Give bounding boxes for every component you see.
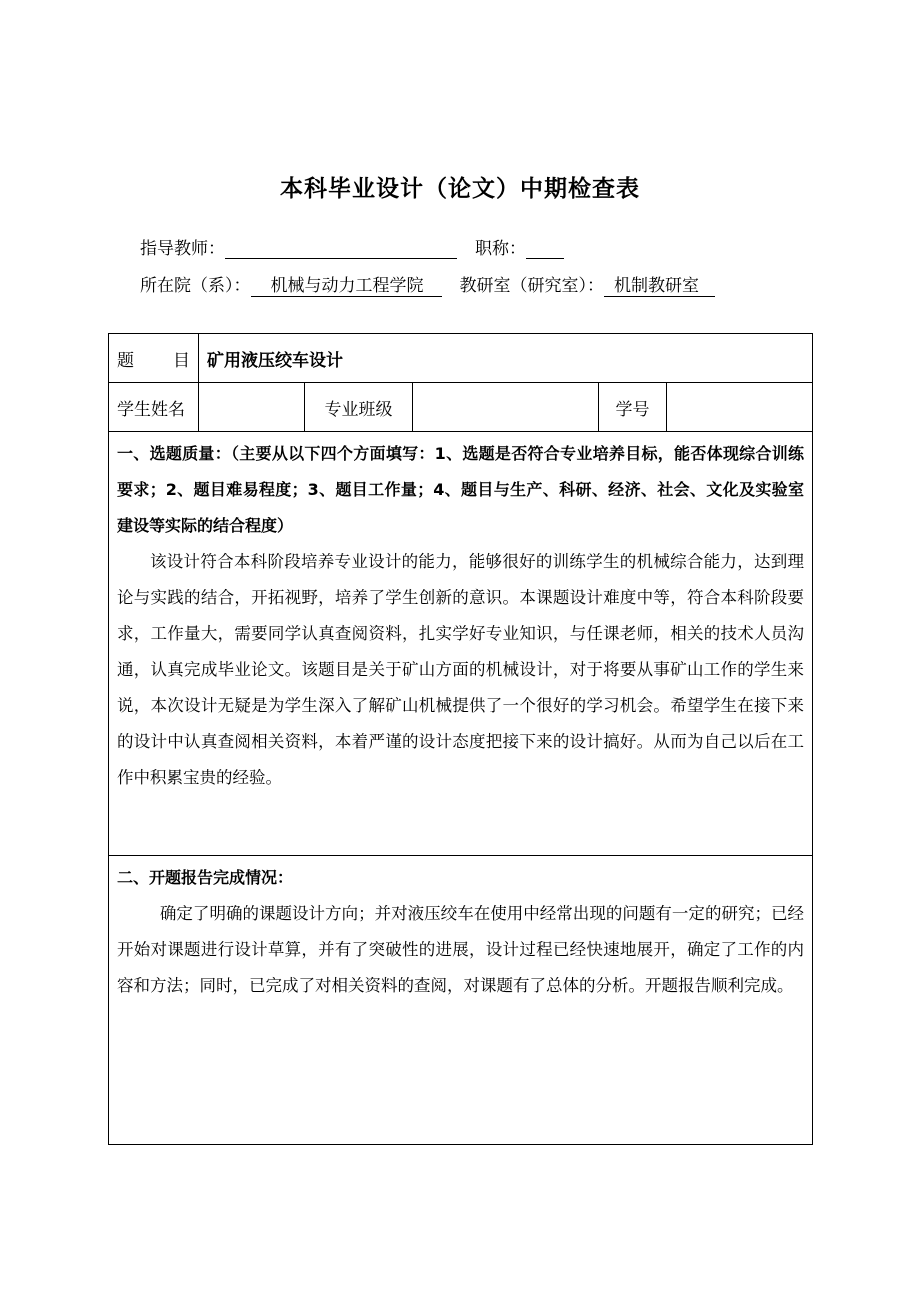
topic-value: 矿用液压绞车设计 (199, 334, 813, 383)
topic-label: 题目 (109, 334, 199, 383)
topic-row (109, 334, 813, 383)
student-id-label: 学号 (599, 383, 667, 432)
rank-field[interactable] (526, 239, 564, 259)
section-topic-quality-body: 该设计符合本科阶段培养专业设计的能力，能够很好的训练学生的机械综合能力，达到理论与实践的结合，开拓视野，培养了学生创新的意识。本课题设计难度中等，符合本科阶段要求，工作量大，需要同学认真查阅资料，扎实学好专业知识，与任课老师，相关的技术人员沟通，认真完成毕业论文。该题目是关于矿山方面的机械设计，对于将要从事矿山工作的学生来说，本次设计无疑是为学生深入了解矿山机械提供了一个很好的学习机会。希望学生在接下来的设计中认真查阅相关资料，本着严谨的设计态度把接下来的设计搞好。从而为自己以后在工作中积累宝贵的经验。 (117, 552, 805, 787)
department-label: 所在院（系）： (140, 276, 251, 296)
section-proposal-status-cell (109, 856, 813, 1145)
header-line-advisor (140, 234, 564, 259)
document-title: 本科毕业设计（论文）中期检查表 (280, 176, 640, 202)
office-label: 教研室（研究室）： (459, 276, 604, 296)
student-id-field[interactable] (667, 383, 813, 432)
section-topic-quality-cell (109, 432, 813, 856)
class-field[interactable] (413, 383, 599, 432)
header-line-department (140, 271, 715, 296)
rank-label: 职称： (475, 239, 526, 259)
section-proposal-status-heading: 二、开题报告完成情况： (117, 868, 294, 887)
section-topic-quality-heading: 一、选题质量：（主要从以下四个方面填写：1、选题是否符合专业培养目标，能否体现综合训练要求；2、题目难易程度；3、题目工作量；4、题目与生产、科研、经济、社会、文化及实验室建设等实际的结合程度） (117, 444, 805, 535)
advisor-label: 指导教师： (140, 239, 225, 259)
advisor-field[interactable] (225, 239, 457, 259)
section-topic-quality (109, 432, 813, 856)
student-name-label: 学生姓名 (109, 383, 199, 432)
student-row (109, 383, 813, 432)
student-name-field[interactable] (199, 383, 305, 432)
check-form-table (108, 333, 813, 1145)
section-proposal-status-body: 确定了明确的课题设计方向；并对液压绞车在使用中经常出现的问题有一定的研究；已经开始对课题进行设计草算，并有了突破性的进展，设计过程已经快速地展开，确定了工作的内容和方法；同时，已完成了对相关资料的查阅，对课题有了总体的分析。开题报告顺利完成。 (117, 904, 805, 995)
office-value: 机制教研室 (604, 276, 715, 297)
department-value: 机械与动力工程学院 (251, 276, 442, 297)
class-label: 专业班级 (305, 383, 413, 432)
section-proposal-status (109, 856, 813, 1145)
